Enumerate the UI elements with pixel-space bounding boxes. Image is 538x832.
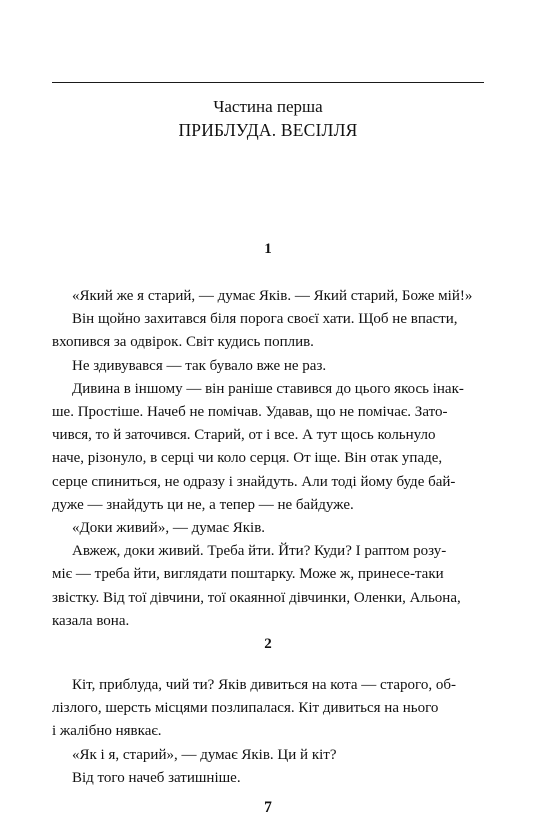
text-line: «Який же я старий, — думає Яків. — Який старий, Боже мій!» <box>72 288 473 304</box>
chapter-number-1: 1 <box>264 241 272 257</box>
text-line: наче, різонуло, в серці чи коло серця. От іще. Він отак упаде, <box>52 450 443 467</box>
text-line: ше. Простіше. Начеб не помічав. Удавав, що не помічає. Зато- <box>52 404 448 421</box>
paragraph <box>72 517 482 540</box>
paragraph <box>72 285 482 308</box>
text-line: «Як і я, старий», — думає Яків. Ци й кіт? <box>72 746 337 763</box>
text-line: міє — треба йти, виглядати поштарку. Може ж, принесе-таки <box>52 566 444 583</box>
text-line: Він щойно захитався біля порога своєї хати. Щоб не впасти, <box>72 311 458 328</box>
paragraph <box>72 744 482 767</box>
paragraph <box>72 355 482 378</box>
header-rule <box>52 82 484 83</box>
page-number: 7 <box>264 799 272 816</box>
chapter-number-2: 2 <box>264 636 272 652</box>
paragraph <box>72 767 482 790</box>
chapter-2-text <box>52 674 482 790</box>
text-line: Авжеж, доки живий. Треба йти. Йти? Куди? І раптом розу- <box>72 543 447 560</box>
text-line: «Доки живий», — думає Яків. <box>72 520 266 537</box>
text-line: вхопився за одвірок. Світ кудись поплив. <box>52 334 314 351</box>
paragraph <box>52 378 482 517</box>
part-label: Частина перша <box>213 97 323 116</box>
text-line: Дивина в іншому — він раніше ставився до цього якось інак- <box>72 380 464 397</box>
text-line: серце спиниться, не одразу і знайдуть. Али тоді йому буде бай- <box>52 473 456 490</box>
text-line: звістку. Від тої дівчини, тої окаянної дівчинки, Оленки, Альона, <box>52 589 461 606</box>
text-line: Не здивувався — так бувало вже не раз. <box>72 357 327 374</box>
paragraph <box>52 674 482 744</box>
text-line: чився, то й заточився. Старий, от і все. А тут щось кольнуло <box>52 427 436 444</box>
text-line: Кіт, приблуда, чий ти? Яків дивиться на кота — старого, об- <box>72 677 456 693</box>
text-line: дуже — знайдуть ци не, а тепер — не байдуже. <box>52 496 354 513</box>
text-line: лізлого, шерсть місцями позлипалася. Кіт дивиться на нього <box>52 700 439 717</box>
chapter-1-text <box>52 285 482 633</box>
text-line: Від того начеб затишніше. <box>72 769 241 786</box>
paragraph <box>52 308 482 354</box>
text-line: казала вона. <box>52 612 130 629</box>
part-title: ПРИБЛУДА. ВЕСІЛЛЯ <box>178 120 358 140</box>
paragraph <box>52 540 482 633</box>
text-line: і жалібно нявкає. <box>52 723 162 740</box>
